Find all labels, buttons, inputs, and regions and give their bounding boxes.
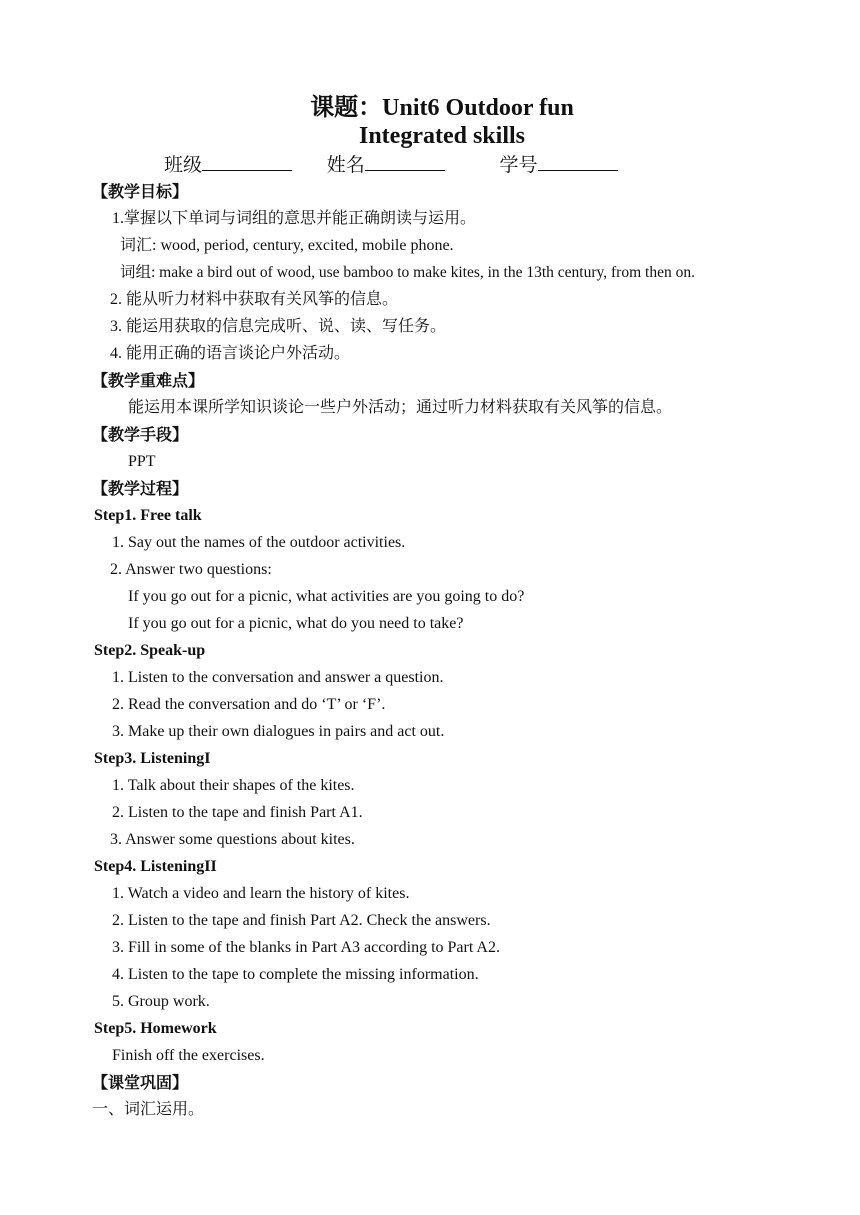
consolidation-item-1: 一、词汇运用。 (92, 1101, 205, 1118)
step2-title: Step2. Speak-up (94, 642, 206, 659)
step4-title: Step4. ListeningII (94, 858, 217, 875)
objective-item-3: 3. 能运用获取的信息完成听、说、读、写任务。 (110, 318, 447, 335)
document-title: 课题：Unit6 Outdoor fun (310, 95, 574, 121)
objective-item-4: 4. 能用正确的语言谈论户外活动。 (110, 345, 351, 362)
step1-question-2: If you go out for a picnic, what do you need to take? (128, 615, 464, 632)
class-blank (202, 150, 292, 171)
step4-item-3: 3. Fill in some of the blanks in Part A3 according to Part A2. (112, 939, 500, 956)
step3-item-3: 3. Answer some questions about kites. (110, 831, 355, 848)
step3-item-2: 2. Listen to the tape and finish Part A1. (112, 804, 363, 821)
step3-item-1: 1. Talk about their shapes of the kites. (112, 777, 355, 794)
step1-item-2: 2. Answer two questions: (110, 561, 272, 578)
step1-title: Step1. Free talk (94, 507, 202, 524)
step4-item-2: 2. Listen to the tape and finish Part A2. Check the answers. (112, 912, 491, 929)
means-text: PPT (128, 453, 156, 470)
step1-question-1: If you go out for a picnic, what activities are you going to do? (128, 588, 525, 605)
key-points-text: 能运用本课所学知识谈论一些户外活动；通过听力材料获取有关风筝的信息。 (128, 399, 673, 416)
step4-item-1: 1. Watch a video and learn the history of kites. (112, 885, 410, 902)
vocab-line: 词汇: wood, period, century, excited, mobile phone. (120, 237, 454, 254)
name-field (327, 150, 445, 180)
objectives-header: 【教学目标】 (92, 182, 189, 201)
name-label: 姓名 (326, 155, 365, 176)
name-blank (365, 150, 445, 171)
class-label: 班级 (164, 155, 203, 176)
number-blank (538, 150, 618, 171)
step2-item-2: 2. Read the conversation and do ‘T’ or ‘F’. (112, 696, 386, 713)
step2-item-3: 3. Make up their own dialogues in pairs and act out. (112, 723, 445, 740)
step4-item-4: 4. Listen to the tape to complete the missing information. (112, 966, 479, 983)
means-header: 【教学手段】 (92, 425, 189, 444)
objective-item-1: 1.掌握以下单词与词组的意思并能正确朗读与运用。 (112, 210, 477, 227)
document-subtitle: Integrated skills (358, 123, 525, 149)
objective-item-2: 2. 能从听力材料中获取有关风筝的信息。 (110, 291, 399, 308)
number-field (500, 150, 618, 180)
student-info-row (164, 150, 618, 180)
step2-item-1: 1. Listen to the conversation and answer a question. (112, 669, 444, 686)
consolidation-header: 【课堂巩固】 (92, 1073, 189, 1092)
step5-title: Step5. Homework (94, 1020, 217, 1037)
step4-item-5: 5. Group work. (112, 993, 210, 1010)
number-label: 学号 (499, 155, 538, 176)
step3-title: Step3. ListeningI (94, 750, 211, 767)
step5-item-1: Finish off the exercises. (112, 1047, 265, 1064)
class-field (164, 150, 292, 180)
step1-item-1: 1. Say out the names of the outdoor activities. (112, 534, 406, 551)
key-points-header: 【教学重难点】 (92, 371, 205, 390)
phrases-line: 词组: make a bird out of wood, use bamboo to make kites, in the 13th century, from then on. (120, 264, 695, 281)
process-header: 【教学过程】 (92, 479, 189, 498)
